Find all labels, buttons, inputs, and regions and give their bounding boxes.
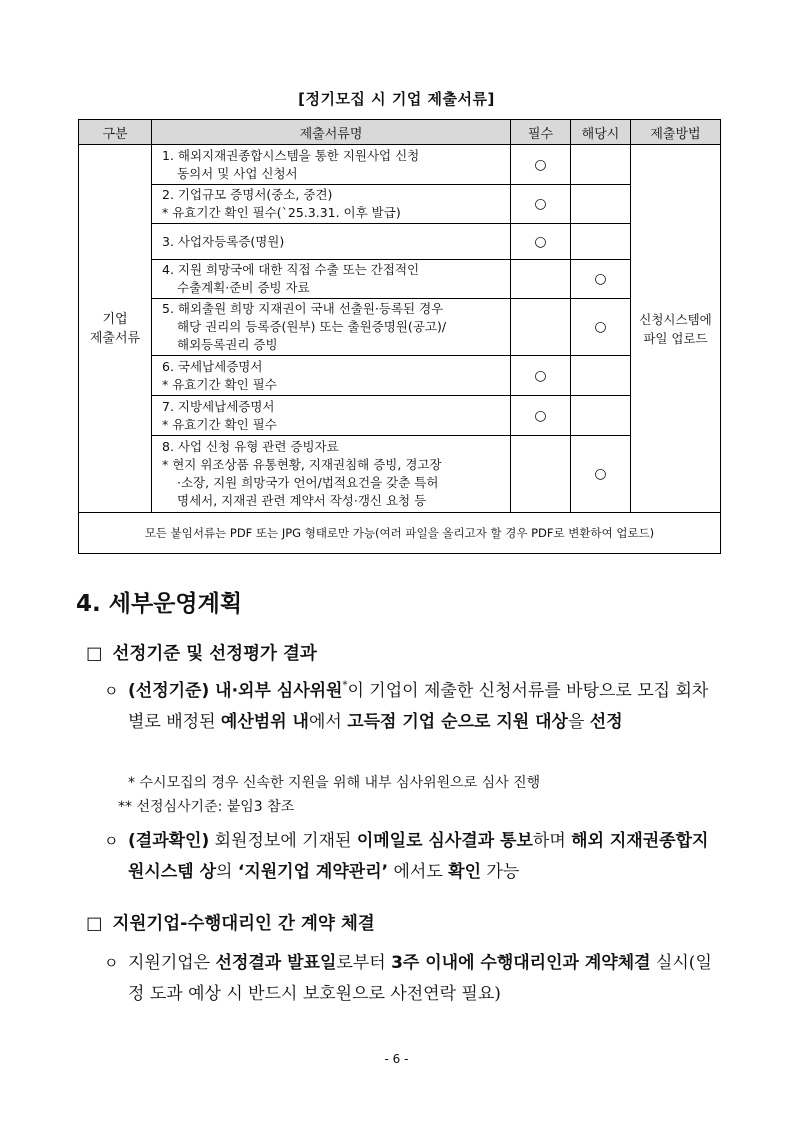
footnote-marker: * bbox=[342, 680, 348, 691]
document-cell bbox=[152, 436, 511, 513]
document-line: 5. 해외출원 희망 지재권이 국내 선출원·등록된 경우 bbox=[162, 301, 444, 316]
document-cell bbox=[152, 299, 511, 356]
document-cell bbox=[152, 396, 511, 436]
bold-text: ‘지원기업 계약관리’ bbox=[237, 862, 389, 882]
table-row bbox=[79, 396, 721, 436]
plain-text: 에서 bbox=[308, 712, 348, 732]
required-cell bbox=[511, 436, 571, 513]
document-cell bbox=[152, 145, 511, 185]
document-cell bbox=[152, 356, 511, 396]
header-submission-method: 제출방법 bbox=[631, 120, 721, 145]
method-line: 파일 업로드 bbox=[643, 330, 708, 346]
bullet-icon: ㅇ bbox=[104, 682, 119, 700]
document-cell bbox=[152, 260, 511, 299]
document-line: 2. 기업규모 증명서(중소, 중견) bbox=[162, 187, 333, 202]
document-line: * 유효기간 확인 필수 bbox=[162, 376, 277, 392]
bold-text: 해외 지재권종합지원시스템 상 bbox=[128, 831, 709, 882]
bullet-contract bbox=[104, 948, 724, 1010]
category-line: 제출서류 bbox=[89, 330, 141, 346]
document-line: 1. 해외지재권종합시스템을 통한 지원사업 신청 bbox=[162, 147, 420, 163]
table-footer-row bbox=[79, 513, 721, 554]
document-line: 동의서 및 사업 신청서 bbox=[177, 165, 298, 181]
plain-text: 지원기업은 bbox=[128, 953, 216, 973]
required-mark: ○ bbox=[511, 396, 571, 436]
table-row bbox=[79, 185, 721, 224]
document-line: 7. 지방세납세증명서 bbox=[162, 398, 275, 414]
document-line: 3. 사업자등록증(명원) bbox=[162, 233, 285, 249]
checkbox-icon: □ bbox=[86, 914, 103, 934]
header-if-applicable: 해당시 bbox=[571, 120, 631, 145]
bold-text: 선정결과 발표일 bbox=[215, 953, 337, 973]
bold-text: (결과확인) bbox=[128, 831, 210, 851]
document-cell bbox=[152, 185, 511, 224]
plain-text: 로부터 bbox=[336, 953, 392, 973]
plain-text: 가능 bbox=[481, 862, 520, 882]
bold-text: 고득점 기업 순으로 지원 대상 bbox=[347, 712, 568, 732]
table-row bbox=[79, 356, 721, 396]
page-number: - 6 - bbox=[384, 1052, 409, 1066]
document-line: 명세서, 지재권 관련 계약서 작성·갱신 요청 등 bbox=[177, 493, 427, 508]
submission-method-cell bbox=[631, 145, 721, 513]
document-line: 4. 지원 희망국에 대한 직접 수출 또는 간접적인 bbox=[162, 262, 420, 277]
bold-text: 이메일로 심사결과 통보 bbox=[356, 831, 533, 851]
plain-text: 실시(일정 도과 예상 시 반드시 보호원으로 사전연락 필요) bbox=[128, 953, 712, 1004]
checkbox-icon: □ bbox=[86, 644, 103, 664]
plain-text: 회원정보에 기재된 bbox=[209, 831, 357, 851]
subsection-selection-criteria bbox=[86, 640, 317, 665]
required-mark: ○ bbox=[511, 145, 571, 185]
plain-text: 하며 bbox=[532, 831, 572, 851]
bullet-result-check bbox=[104, 826, 724, 888]
bullet-icon: ㅇ bbox=[104, 832, 119, 850]
document-line: ·소장, 지원 희망국가 언어/법적요건을 갖춘 특허 bbox=[177, 475, 439, 490]
bullet-text bbox=[128, 676, 724, 738]
applicable-cell bbox=[571, 356, 631, 396]
required-cell bbox=[511, 260, 571, 299]
applicable-cell bbox=[571, 396, 631, 436]
applicable-cell bbox=[571, 185, 631, 224]
table-row bbox=[79, 436, 721, 513]
applicable-cell bbox=[571, 224, 631, 260]
applicable-mark: ○ bbox=[571, 299, 631, 356]
bold-text: 확인 bbox=[448, 862, 482, 882]
required-mark: ○ bbox=[511, 356, 571, 396]
table-row bbox=[79, 260, 721, 299]
document-line: 수출계획·준비 증빙 자료 bbox=[177, 280, 310, 295]
document-line: * 현지 위조상품 유통현황, 지재권침해 증빙, 경고장 bbox=[162, 457, 442, 472]
bullet-icon: ㅇ bbox=[104, 954, 119, 972]
document-cell bbox=[152, 224, 511, 260]
applicable-cell bbox=[571, 145, 631, 185]
footer-note: 모든 붙임서류는 PDF 또는 JPG 형태로만 가능(여러 파일을 올리고자 할 경우 PDF로 변환하여 업로드) bbox=[79, 513, 721, 554]
subsection-title: 선정기준 및 선정평가 결과 bbox=[112, 644, 317, 664]
table-title: [정기모집 시 기업 제출서류] bbox=[298, 90, 495, 108]
subsection-contract bbox=[86, 910, 375, 935]
bold-text: 예산범위 내 bbox=[220, 712, 309, 732]
category-line: 기업 bbox=[102, 311, 128, 327]
plain-text: 에서도 bbox=[388, 862, 449, 882]
document-line: 해외등록권리 증빙 bbox=[177, 337, 278, 352]
bold-text: 3주 이내에 수행대리인과 계약체결 bbox=[391, 953, 651, 973]
footnote-1: * 수시모집의 경우 신속한 지원을 위해 내부 심사위원으로 심사 진행 bbox=[128, 775, 541, 791]
document-line: * 유효기간 확인 필수(`25.3.31. 이후 발급) bbox=[162, 205, 401, 220]
bullet-text bbox=[128, 948, 724, 1010]
required-mark: ○ bbox=[511, 185, 571, 224]
document-line: 8. 사업 신청 유형 관련 증빙자료 bbox=[162, 439, 339, 454]
required-cell bbox=[511, 299, 571, 356]
footnote-2: ** 선정심사기준: 붙임3 참조 bbox=[118, 799, 295, 815]
document-line: * 유효기간 확인 필수 bbox=[162, 416, 277, 432]
document-line: 해당 권리의 등록증(원부) 또는 출원증명원(공고)/ bbox=[177, 319, 447, 334]
table-header-row bbox=[79, 120, 721, 145]
plain-text: 을 bbox=[567, 712, 590, 732]
category-cell bbox=[79, 145, 152, 513]
bold-text: 선정 bbox=[589, 712, 623, 732]
applicable-mark: ○ bbox=[571, 260, 631, 299]
plain-text: 의 bbox=[216, 862, 238, 882]
bullet-selection-criteria bbox=[104, 676, 724, 738]
section-title: 4. 세부운영계획 bbox=[76, 591, 243, 617]
plain-text: 이 기업이 제출한 신청서류를 바탕으로 모집 회차별로 배정된 bbox=[128, 681, 709, 732]
header-document-name: 제출서류명 bbox=[152, 120, 511, 145]
applicable-mark: ○ bbox=[571, 436, 631, 513]
document-line: 6. 국세납세증명서 bbox=[162, 358, 263, 374]
bold-text: (선정기준) 내·외부 심사위원 bbox=[128, 681, 343, 701]
method-line: 신청시스템에 bbox=[639, 311, 712, 327]
required-documents-table bbox=[78, 119, 721, 554]
header-required: 필수 bbox=[511, 120, 571, 145]
required-mark: ○ bbox=[511, 224, 571, 260]
bullet-text bbox=[128, 826, 724, 888]
table-row bbox=[79, 224, 721, 260]
subsection-title: 지원기업-수행대리인 간 계약 체결 bbox=[112, 914, 375, 934]
table-row bbox=[79, 299, 721, 356]
table-row bbox=[79, 145, 721, 185]
header-category: 구분 bbox=[79, 120, 152, 145]
